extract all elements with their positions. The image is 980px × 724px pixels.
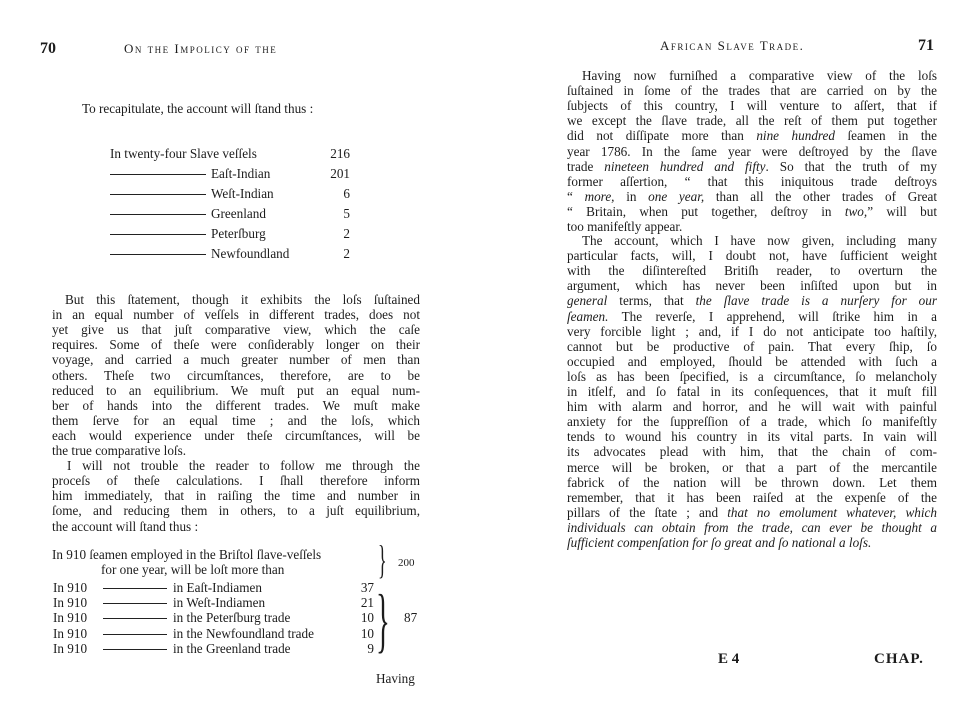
paragraph-line: the account will ſtand thus : [52,518,199,534]
table-dash-rule [110,254,206,255]
paragraph-line: “ more, in one year, than all the other trades of Great [567,188,937,204]
catchword-left: Having [376,671,415,686]
paragraph-line: tends to wound his country in its vital parts. In vain will [567,429,937,445]
paragraph-line: very forcible light ; and, if I do not anticipate too haſtily, [567,323,937,339]
paragraph-line: ſeamen. The reverſe, I apprehend, will ſtrike him in a [567,308,937,324]
paragraph-line: in an equal number of veſſels in different trades, does not [52,307,420,323]
paragraph-line: each would experience under theſe circumſtances, will be [52,427,420,443]
paragraph-line: ſufficient compenſation for ſo great and ſo national a loſs. [567,535,872,550]
paragraph-line: pillars of the ſtate ; and that no emolument whatever, which [567,504,937,520]
table-row-label: Newfoundland [211,246,290,261]
paragraph-line: year 1786. In the ſame year were deſtroyed by the ſlave [567,143,937,159]
table-row-value: 2 [343,246,350,261]
page-number-right: 71 [918,37,934,54]
bristol-line-2: for one year, will be loſt more than [101,562,285,577]
paragraph-line: the true comparative loſs. [52,443,187,458]
brace-other-trades: } [376,580,390,660]
paragraph-line: ſubjects of this country, I will venture to aſſert, that if [567,98,937,114]
table-row-label: Eaſt-Indian [211,166,271,181]
trade-dash-rule [103,603,167,604]
right-page [490,0,980,724]
catchword-right: CHAP. [874,651,924,667]
trade-name: in the Peterſburg trade [173,610,291,626]
paragraph-line: remember, that it has been raiſed at the expenſe of the [567,489,937,505]
table-dash-rule [110,174,206,175]
paragraph-line: ſome, and reducing them in others, to a juſt equilibrium, [52,503,420,519]
paragraph-line: But this ſtatement, though it exhibits the loſs ſuſtained [65,292,420,307]
table-dash-rule [110,194,206,195]
paragraph-line: its advocates plead with him, that the chain of com- [567,444,937,460]
table-row-value: 201 [330,166,350,181]
paragraph-line: others. Theſe two circumſtances, therefore, are to be [52,367,420,383]
trade-value: 37 [360,580,374,595]
paragraph-line: requires. Some of theſe were conſiderably longer on their [52,337,420,353]
table-row-label: Peterſburg [211,226,266,241]
trade-value: 10 [360,610,374,626]
page-number-left: 70 [40,40,56,57]
running-head-right: African Slave Trade. [660,38,805,53]
trade-dash-rule [103,618,167,619]
table-row-label: Greenland [211,206,266,221]
trade-name: in Weſt-Indiamen [173,595,266,611]
paragraph-line: cannot but be productive of pain. That every ſhip, ſo [567,338,937,354]
bristol-total: 200 [398,557,415,569]
trade-prefix: In 910 [53,595,88,611]
paragraph-line: yet give us that juſt comparative view, which the caſe [52,322,420,338]
trade-prefix: In 910 [53,610,88,626]
recap-intro: To recapitulate, the account will ſtand thus : [82,101,314,116]
trade-prefix: In 910 [53,580,88,595]
table-row-value: 5 [343,206,350,221]
paragraph-line: individuals can obtain from the trade, can ever be thought a [567,519,937,535]
paragraph-line: ſuſtained in ſome of the trades that are carried on by the [567,83,937,99]
paragraph-line: I will not trouble the reader to follow me through the [67,458,420,474]
paragraph-line: trade nineteen hundred and fifty. So that the truth of my [567,158,937,174]
trade-value: 9 [367,640,374,656]
trade-dash-rule [103,649,167,650]
table-row-label: Weſt-Indian [211,186,274,201]
paragraph-line: merce will be broken, or that a part of the mercantile [567,459,937,475]
table-row-label: In twenty-four Slave veſſels [110,146,257,161]
paragraph-line: proceſs of theſe calculations. I ſhall therefore inform [52,473,420,489]
brace-bristol: } [378,537,387,582]
paragraph-line: anxiety for the ſuppreſſion of a trade, which ſo manifeſtly [567,414,937,430]
paragraph-line: ber of hands into the different trades. We muſt make [52,397,420,413]
paragraph-line: particular facts, will, I doubt not, have ſufficient weight [567,248,937,264]
trade-name: in the Newfoundland trade [173,625,314,641]
trade-value: 21 [360,595,374,611]
table-row-value: 6 [343,186,350,201]
paragraph-line: with the diſintereſted Britiſh reader, to overturn the [567,263,937,279]
trade-dash-rule [103,588,167,589]
paragraph-line: in itſelf, and ſo fatal in its conſequences, that it muſt fill [567,384,937,399]
paragraph-line: voyage, and carried a much greater number of men than [52,352,420,368]
table-row-value: 216 [330,146,350,161]
table-dash-rule [110,234,206,235]
paragraph-line: Having now furniſhed a comparative view of the loſs [582,68,937,83]
paragraph-line: them ſerve for an equal time ; and the loſs, which [52,412,420,428]
paragraph-line: occupied and employed, ſhould be attended with ſuch a [567,353,937,369]
paragraph-line: former aſſertion, “ that this iniquitous trade deſtroys [567,173,937,189]
running-head-left: On the Impolicy of the [124,41,278,56]
paragraph-line: loſs as has been ſpecified, is a circumſtance, ſo melancholy [567,368,937,384]
other-trades-total: 87 [404,610,418,625]
paragraph-line: “ Britain, when put together, deſtroy in two,” will but [567,203,937,219]
bristol-line-1: In 910 ſeamen employed in the Briſtol ſlave-veſſels [52,547,322,562]
paragraph-line: general terms, that the ſlave trade is a nurſery for our [567,293,938,309]
trade-name: in the Greenland trade [173,640,291,656]
paragraph-line: him with alarm and horror, and he will wait with painful [567,399,937,415]
trade-dash-rule [103,634,167,635]
paragraph-line: reduced to an equilibrium. We muſt put an equal num- [52,382,420,398]
trade-prefix: In 910 [53,640,88,656]
trade-name: in Eaſt-Indiamen [173,580,262,595]
signature-mark: E 4 [718,651,740,667]
table-dash-rule [110,214,206,215]
paragraph-line: too manifeſtly appear. [567,219,683,234]
paragraph-line: fabrick of the nation will be thrown down. Let them [567,474,937,490]
paragraph-line: we except the ſlave trade, all the reſt of them put together [567,113,937,129]
table-row-value: 2 [343,226,350,241]
trade-value: 10 [360,625,374,641]
paragraph-line: did not diſſipate more than nine hundred ſeamen in the [567,128,937,144]
paragraph-line: argument, which has never been inſiſted upon but in [567,278,937,294]
paragraph-line: The account, which I have now given, including many [582,233,937,248]
trade-prefix: In 910 [53,625,88,641]
paragraph-line: him immediately, that in raiſing the time and number in [52,488,420,504]
